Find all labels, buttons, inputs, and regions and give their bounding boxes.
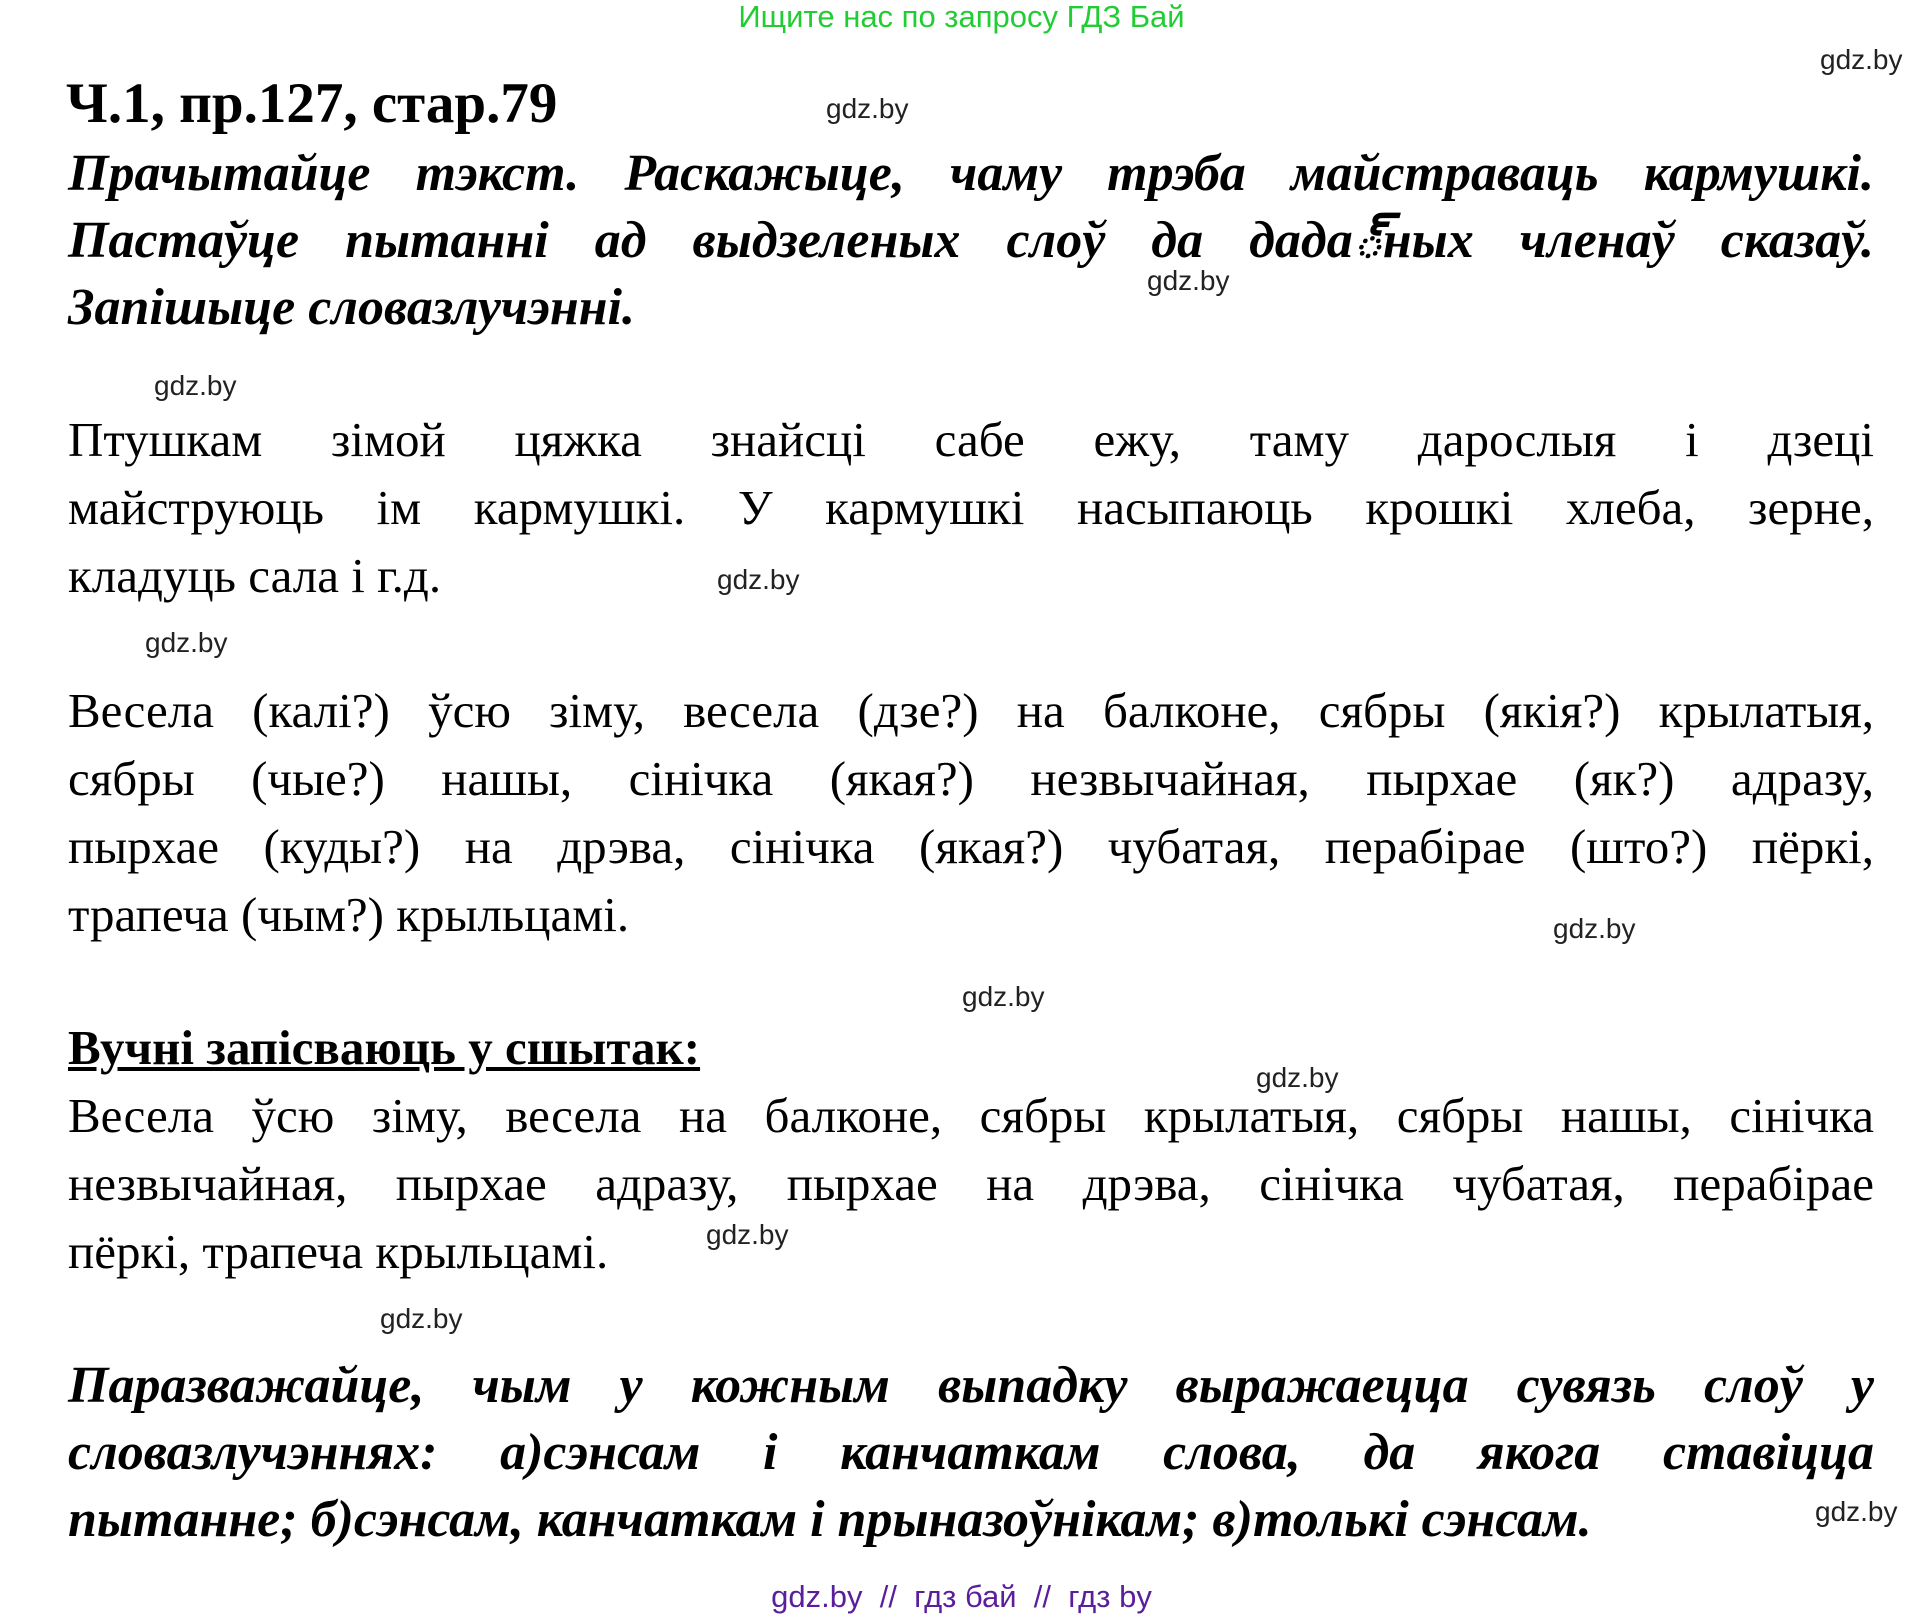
text-line: майструюць ім кармушкі. У кармушкі насыпаюць крошкі хлеба, зерне,	[68, 480, 1874, 535]
text-line: кладуць сала і г.д.	[68, 548, 442, 603]
answer-line: пёркі, трапеча крыльцамі.	[68, 1224, 609, 1279]
questions-line: сябры (чые?) нашы, сінічка (якая?) незвычайная, пырхае (як?) адразу,	[68, 751, 1874, 806]
page-title: Ч.1, пр.127, стар.79	[66, 72, 558, 135]
answer-heading: Вучні запісваюць у сшытак:	[68, 1020, 701, 1075]
questions-text	[68, 677, 1874, 949]
watermark: gdz.by	[1553, 913, 1636, 944]
watermark: gdz.by	[826, 93, 909, 124]
watermark: gdz.by	[717, 564, 800, 595]
watermark: gdz.by	[1815, 1496, 1898, 1527]
final-task-line: словазлучэннях: а)сэнсам і канчаткам слова, да якога ставіцца	[68, 1424, 1874, 1481]
search-banner: Ищите нас по запросу ГДЗ Бай	[738, 0, 1185, 34]
questions-line: Весела (калі?) ўсю зіму, весела (дзе?) на балконе, сябры (якія?) крылатыя,	[68, 683, 1874, 738]
watermark: gdz.by	[1820, 44, 1903, 75]
task-line: Пастаўце пытанні ад выдзеленых слоў да дада్ных членаў сказаў.	[68, 212, 1874, 269]
task-instructions	[68, 140, 1874, 341]
task-line: Запішыце словазлучэнні.	[68, 279, 635, 336]
watermark: gdz.by	[706, 1219, 789, 1250]
exercise-text	[68, 406, 1874, 610]
watermark: gdz.by	[1147, 265, 1230, 296]
text-line: Птушкам зімой цяжка знайсці сабе ежу, таму дарослыя і дзеці	[68, 412, 1874, 467]
task-line: Прачытайце тэкст. Раскажыце, чаму трэба майстраваць кармушкі.	[68, 145, 1874, 202]
final-task-line: пытанне; б)сэнсам, канчаткам і прыназоўнікам; в)толькі сэнсам.	[68, 1491, 1592, 1548]
watermark: gdz.by	[154, 370, 237, 401]
answer-text	[68, 1082, 1874, 1286]
questions-line: трапеча (чым?) крыльцамі.	[68, 887, 630, 942]
final-task	[68, 1352, 1874, 1553]
answer-line: незвычайная, пырхае адразу, пырхае на дрэва, сінічка чубатая, перабірае	[68, 1156, 1874, 1211]
final-task-line: Паразважайце, чым у кожным выпадку выражаецца сувязь слоў у	[68, 1357, 1874, 1414]
questions-line: пырхае (куды?) на дрэва, сінічка (якая?) чубатая, перабірае (што?) пёркі,	[68, 819, 1874, 874]
answer-line: Весела ўсю зіму, весела на балконе, сябры крылатыя, сябры нашы, сінічка	[68, 1088, 1874, 1143]
watermark: gdz.by	[1256, 1062, 1339, 1093]
watermark: gdz.by	[380, 1303, 463, 1334]
watermark: gdz.by	[962, 981, 1045, 1012]
footer-links: gdz.by // гдз бай // гдз by	[771, 1579, 1152, 1614]
watermark: gdz.by	[145, 627, 228, 658]
